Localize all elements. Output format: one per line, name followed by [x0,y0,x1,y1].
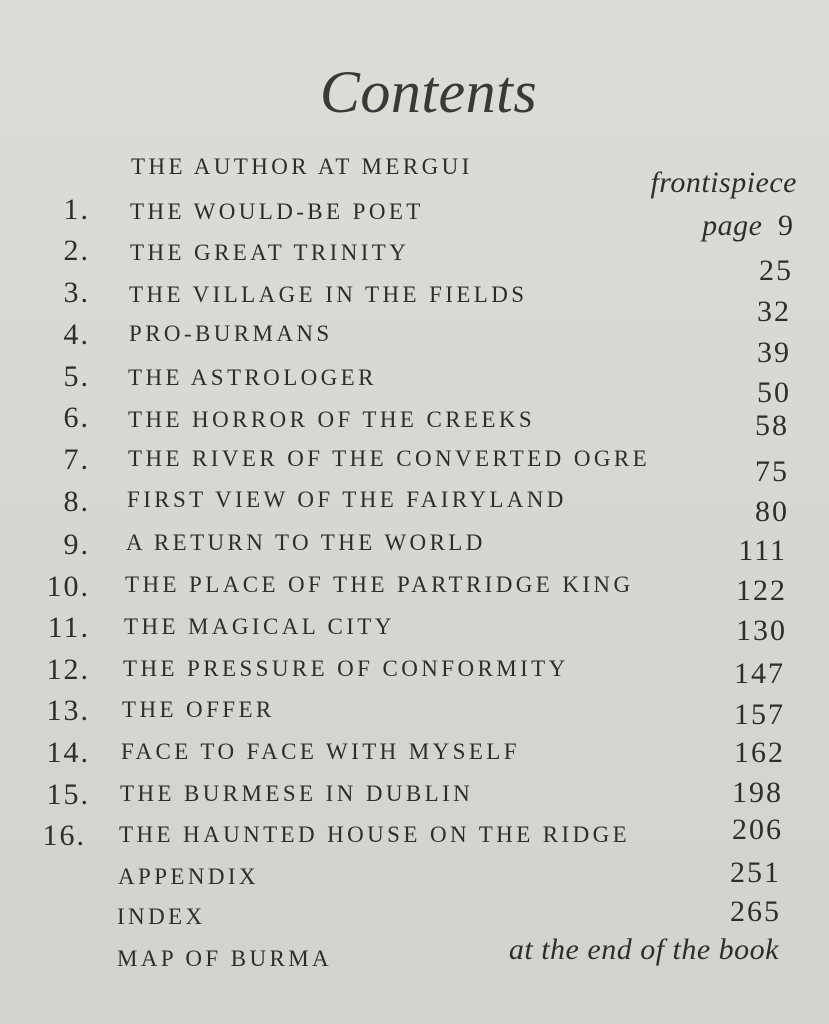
toc-label: THE GREAT TRINITY [130,240,410,265]
page-prefix: page [702,209,763,242]
chapter-number: 11. [47,611,90,644]
toc-label: THE OFFER [122,697,275,722]
toc-row [0,611,829,651]
toc-row [0,778,829,818]
toc-label: PRO-BURMANS [129,321,333,346]
toc-label: THE AUTHOR AT MERGUI [131,154,473,179]
toc-row [0,276,829,328]
toc-page: 198 [732,776,783,809]
chapter-number: 14. [46,736,90,769]
toc-label: INDEX [117,904,206,929]
toc-page: 162 [734,736,785,769]
toc-label: A RETURN TO THE WORLD [126,530,486,555]
toc-page: 39 [757,336,791,369]
chapter-number: 5. [63,360,90,393]
toc-label: THE MAGICAL CITY [124,614,395,639]
toc-page: 130 [736,614,787,647]
toc-row [0,193,829,242]
chapter-number: 16. [42,819,86,852]
toc-row [0,694,829,734]
chapter-number: 9. [63,528,90,561]
toc-label: FACE TO FACE WITH MYSELF [121,739,520,764]
toc-row [0,570,829,610]
chapter-number: 1. [63,193,90,226]
toc-label: THE BURMESE IN DUBLIN [120,781,474,806]
toc-page: 75 [755,455,789,488]
toc-label: FIRST VIEW OF THE FAIRYLAND [127,487,567,512]
chapter-number: 15. [46,778,90,811]
toc-row-frontispiece [0,150,829,199]
toc-page: 147 [734,657,785,690]
toc-page: 111 [738,534,787,567]
toc-page: 32 [757,295,791,328]
chapter-number: 8. [63,485,90,518]
chapter-number: 3. [63,276,90,309]
toc-label: THE HAUNTED HOUSE ON THE RIDGE [119,822,631,847]
toc-label: THE PLACE OF THE PARTRIDGE KING [125,572,634,597]
toc-row [0,318,829,369]
toc-row [0,528,829,568]
toc-label: THE VILLAGE IN THE FIELDS [129,282,528,307]
toc-page: 122 [736,574,787,607]
toc-label: THE ASTROLOGER [128,365,377,390]
toc-page: 9 [778,209,795,242]
toc-page: 251 [730,856,781,889]
chapter-number: 6. [63,401,90,434]
toc-page: at the end of the book [508,933,779,966]
toc-row [0,360,829,409]
chapter-number: 4. [63,318,90,351]
toc-page: 157 [734,698,785,731]
chapter-number: 2. [63,234,90,267]
toc-row [0,653,829,693]
toc-page: 206 [732,813,783,846]
toc-page: 50 [757,376,791,409]
toc-row [0,401,829,441]
toc-row [0,234,829,287]
toc-label: APPENDIX [118,864,259,889]
toc-label: THE PRESSURE OF CONFORMITY [123,656,569,681]
toc-row [0,813,829,859]
toc-page: 58 [755,409,789,442]
toc-page: 25 [759,254,793,287]
toc-page: frontispiece [650,166,797,199]
toc-row [0,736,829,776]
toc-label: THE RIVER OF THE CONVERTED OGRE [128,446,651,471]
chapter-number: 7. [63,443,90,476]
toc-label: THE WOULD-BE POET [130,199,424,224]
page-title: Contents [319,59,538,125]
toc-row-appendix [0,856,829,902]
toc-row-map [0,933,829,985]
toc-row [0,485,829,528]
chapter-number: 12. [46,653,90,686]
toc-label: MAP OF BURMA [117,946,333,971]
chapter-number: 10. [46,570,90,603]
chapter-number: 13. [46,694,90,727]
toc-label: THE HORROR OF THE CREEKS [128,407,536,432]
toc-row [0,443,829,488]
toc-page: 265 [730,895,781,928]
toc-page: 80 [755,495,789,528]
